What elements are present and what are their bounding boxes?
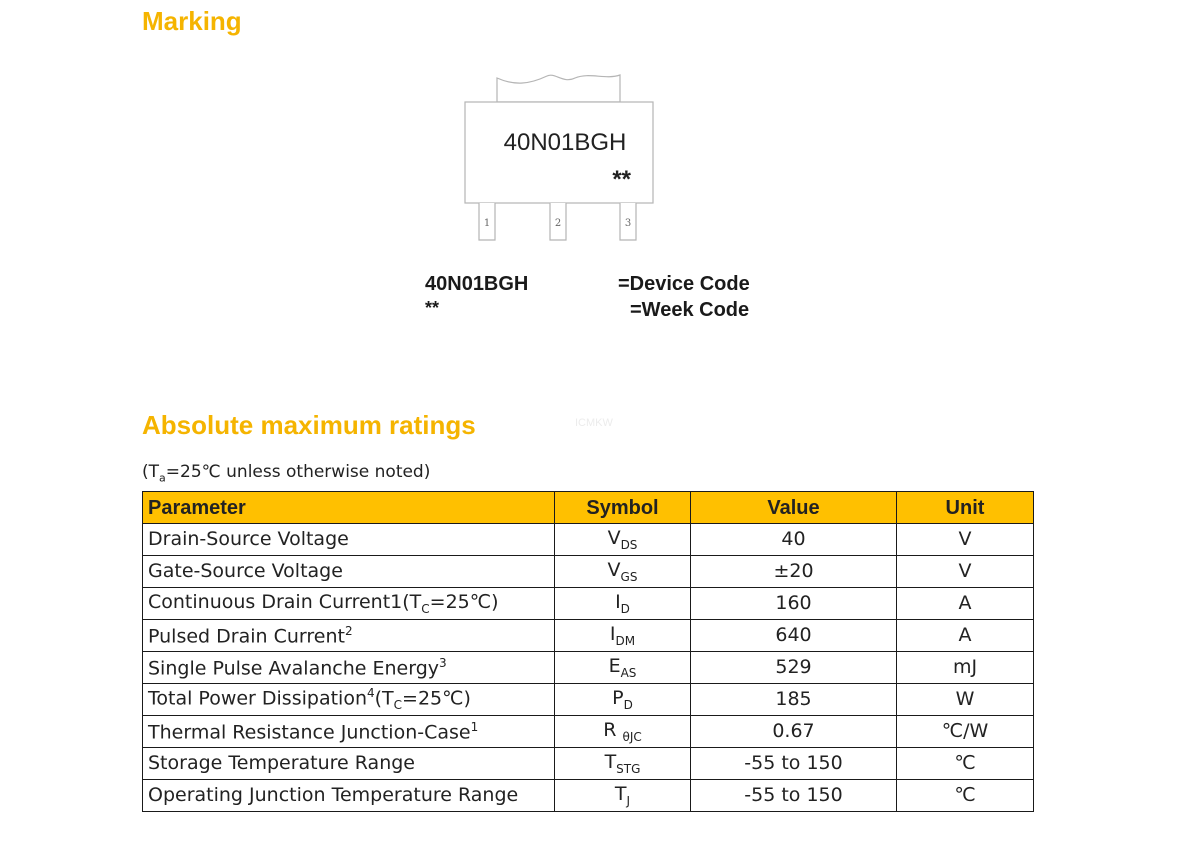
conditions-note: ($T_a=25℃$ unless otherwise noted): [142, 462, 431, 485]
pin-2-label: 2: [554, 218, 562, 229]
header-parameter: Parameter: [143, 492, 555, 524]
parameter-cell: Continuous Drain $Current1(T_C=25℃)$: [143, 588, 555, 620]
header-unit: Unit: [897, 492, 1034, 524]
parameter-cell: Thermal Resistance Junction-Case$^1$: [143, 716, 555, 748]
header-value: Value: [691, 492, 897, 524]
table-row: [143, 748, 1034, 780]
symbol-cell: $I_D$: [555, 588, 691, 620]
unit-cell: W: [897, 684, 1034, 716]
marking-section-title: Marking: [142, 6, 242, 36]
symbol-cell: $V_{GS}$: [555, 556, 691, 588]
legend-device-code-description: =Device Code: [618, 273, 750, 295]
symbol-cell: R $_{\theta JC}$: [555, 716, 691, 748]
ratings-section-title: Absolute maximum ratings: [142, 410, 476, 440]
symbol-cell: $V_{DS}$: [555, 524, 691, 556]
unit-cell: ℃: [897, 780, 1034, 812]
parameter-cell: Single Pulse Avalanche Energy$^3$: [143, 652, 555, 684]
table-row: [143, 716, 1034, 748]
unit-cell: A: [897, 620, 1034, 652]
package-tab: [497, 75, 620, 102]
table-row: [143, 620, 1034, 652]
watermark: ICMKW: [575, 417, 613, 429]
ratings-table: [142, 491, 1034, 812]
parameter-cell: Storage Temperature Range: [143, 748, 555, 780]
package-marking-text: 40N01BGH: [503, 129, 627, 156]
value-cell: -55 to 150: [691, 748, 897, 780]
unit-cell: V: [897, 524, 1034, 556]
package-diagram: [455, 70, 665, 250]
value-cell: 529: [691, 652, 897, 684]
table-row: [143, 780, 1034, 812]
table-row: [143, 556, 1034, 588]
legend-week-code: **: [425, 298, 440, 318]
package-week-text: **: [612, 166, 631, 193]
table-row: [143, 684, 1034, 716]
unit-cell: ℃/W: [897, 716, 1034, 748]
symbol-cell: $E_{AS}$: [555, 652, 691, 684]
value-cell: 640: [691, 620, 897, 652]
value-cell: 160: [691, 588, 897, 620]
parameter-cell: Operating Junction Temperature Range: [143, 780, 555, 812]
unit-cell: mJ: [897, 652, 1034, 684]
symbol-cell: $T_J$: [555, 780, 691, 812]
unit-cell: V: [897, 556, 1034, 588]
value-cell: 0.67: [691, 716, 897, 748]
value-cell: ±20: [691, 556, 897, 588]
legend-week-code-description: =Week Code: [630, 299, 750, 321]
pin-3-label: 3: [624, 218, 632, 229]
parameter-cell: Pulsed Drain Current$^2$: [143, 620, 555, 652]
table-row: [143, 652, 1034, 684]
table-row: [143, 588, 1034, 620]
table-row: [143, 524, 1034, 556]
symbol-cell: $T_{STG}$: [555, 748, 691, 780]
symbol-cell: $P_D$: [555, 684, 691, 716]
unit-cell: A: [897, 588, 1034, 620]
parameter-cell: Total Power $Dissipation^4(T_C=25℃)$: [143, 684, 555, 716]
value-cell: -55 to 150: [691, 780, 897, 812]
header-symbol: Symbol: [555, 492, 691, 524]
value-cell: 40: [691, 524, 897, 556]
unit-cell: ℃: [897, 748, 1034, 780]
value-cell: 185: [691, 684, 897, 716]
table-header-row: [143, 492, 1034, 524]
symbol-cell: $I_{DM}$: [555, 620, 691, 652]
parameter-cell: Drain-Source Voltage: [143, 524, 555, 556]
parameter-cell: Gate-Source Voltage: [143, 556, 555, 588]
pin-1-label: 1: [483, 218, 491, 229]
legend-device-code: 40N01BGH: [425, 273, 529, 295]
